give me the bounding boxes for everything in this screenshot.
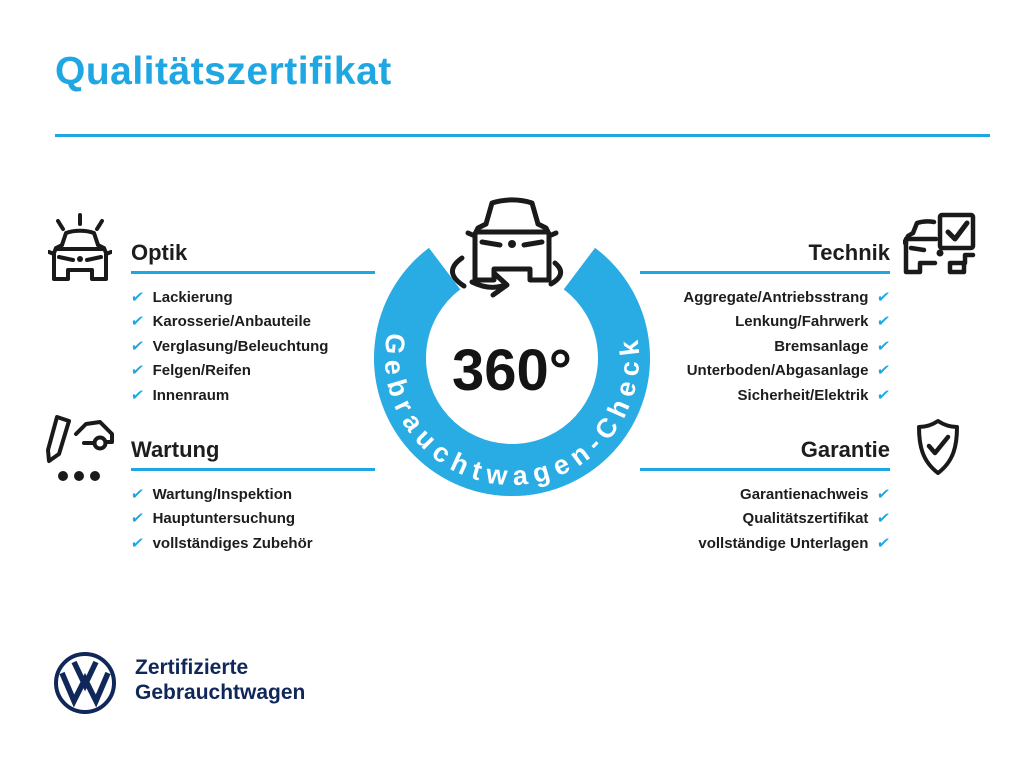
check-icon: ✔ [875, 534, 892, 552]
check-item [131, 531, 375, 556]
check-icon: ✔ [875, 485, 892, 503]
page-title: Qualitätszertifikat [55, 50, 392, 93]
check-item [640, 310, 890, 335]
check-item-label: Verglasung/Beleuchtung [152, 337, 329, 355]
check-item-label: Sicherheit/Elektrik [737, 386, 869, 404]
check-icon: ✔ [875, 288, 892, 306]
check-item [131, 383, 375, 408]
checklist-technik [640, 285, 890, 408]
check-item-label: Hauptuntersuchung [152, 510, 296, 528]
check-icon: ✔ [129, 362, 146, 380]
check-icon: ✔ [129, 288, 146, 306]
check-icon: ✔ [129, 534, 146, 552]
car-shine-icon [48, 206, 112, 286]
section-wartung [131, 437, 375, 556]
section-optik [131, 240, 375, 408]
section-title-optik: Optik [131, 240, 188, 265]
section-title-wartung: Wartung [131, 437, 220, 462]
check-item-label: Karosserie/Anbauteile [152, 313, 311, 331]
check-item-label: Wartung/Inspektion [152, 485, 293, 503]
pencil-car-icon [44, 410, 114, 484]
title-divider [55, 134, 990, 137]
check-item [640, 383, 890, 408]
check-item-label: Lenkung/Fahrwerk [735, 313, 869, 331]
car-checkbox-icon [903, 210, 977, 282]
check-item-label: Aggregate/Antriebsstrang [683, 288, 869, 306]
check-icon: ✔ [875, 362, 892, 380]
section-rule [640, 468, 890, 471]
vw-logo [52, 650, 118, 716]
center-360-badge [372, 186, 654, 508]
check-item [131, 359, 375, 384]
check-icon: ✔ [129, 485, 146, 503]
check-item [640, 482, 890, 507]
check-icon: ✔ [875, 337, 892, 355]
check-item-label: Lackierung [152, 288, 233, 306]
footer-line2: Gebrauchtwagen [135, 681, 306, 704]
check-item [131, 285, 375, 310]
check-item-label: Garantienachweis [740, 485, 869, 503]
section-title-garantie: Garantie [800, 437, 890, 462]
section-rule [131, 468, 375, 471]
check-icon: ✔ [875, 386, 892, 404]
check-item-label: Unterboden/Abgasanlage [686, 362, 869, 380]
checklist-garantie [640, 482, 890, 556]
section-garantie [640, 437, 890, 556]
check-item [640, 531, 890, 556]
check-item-label: vollständige Unterlagen [698, 534, 869, 552]
ring-text: Gebrauchtwagen-Check [378, 332, 646, 492]
section-technik [640, 240, 890, 408]
check-icon: ✔ [129, 313, 146, 331]
check-icon: ✔ [129, 337, 146, 355]
check-item [131, 482, 375, 507]
check-item-label: Felgen/Reifen [152, 362, 251, 380]
section-rule [640, 271, 890, 274]
check-item-label: Innenraum [152, 386, 230, 404]
section-rule [131, 271, 375, 274]
degrees-label: 360° [452, 338, 572, 403]
check-item [131, 334, 375, 359]
checklist-wartung [131, 482, 375, 556]
check-item [131, 507, 375, 532]
check-item [640, 507, 890, 532]
check-icon: ✔ [875, 510, 892, 528]
check-item [131, 310, 375, 335]
check-item [640, 334, 890, 359]
check-icon: ✔ [875, 313, 892, 331]
shield-check-icon [912, 417, 964, 481]
check-item-label: Qualitätszertifikat [742, 510, 869, 528]
car-rotation-icon [452, 200, 560, 295]
section-title-technik: Technik [808, 240, 890, 265]
check-item [640, 359, 890, 384]
check-item [640, 285, 890, 310]
footer-line1: Zertifizierte [135, 656, 249, 679]
footer-brand-text [135, 655, 305, 705]
checklist-optik [131, 285, 375, 408]
check-icon: ✔ [129, 386, 146, 404]
check-icon: ✔ [129, 510, 146, 528]
check-item-label: vollständiges Zubehör [152, 534, 313, 552]
check-item-label: Bremsanlage [774, 337, 869, 355]
